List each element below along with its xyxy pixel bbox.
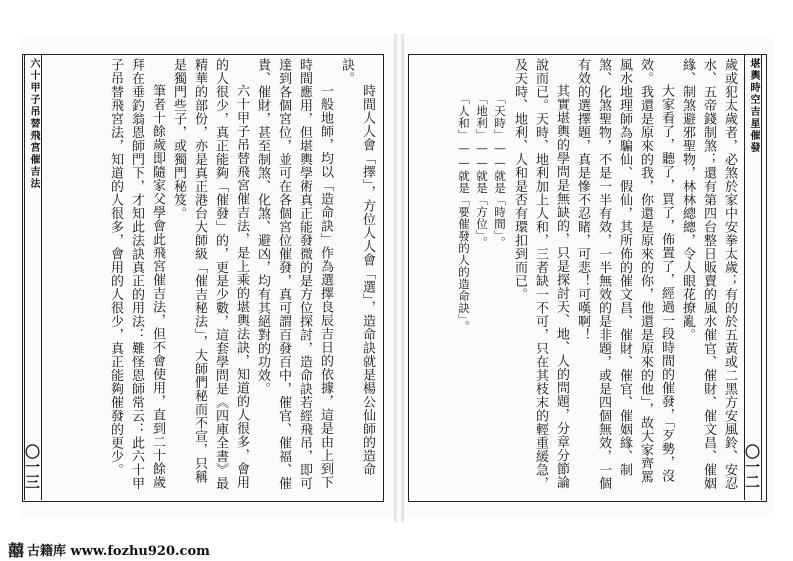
site-logo-icon: 囍	[8, 540, 25, 560]
paragraph: 時間人人會「擇」，方位人人會「選」，造命訣就是楊公仙師的造命訣。	[339, 58, 375, 476]
left-page	[20, 38, 394, 518]
watermark-text: 古籍库 www.fozhu920.com	[27, 543, 210, 559]
running-header: 六十甲子吊替飛宮催吉法	[28, 58, 39, 190]
book-gutter	[394, 34, 404, 522]
quote-line: 「天時」——就是「時間」。	[493, 92, 507, 248]
paragraph: 一般地師，均以「造命訣」作為選擇良辰吉日的依據，這是由上到下時間應用，但堪輿學術真正能發微的是方位探討，造命訣若經飛吊，即可達到各個宮位，並可在各個宮位催發，真可謂百發百中，催官、催福、催貴、催財，甚至制煞、化煞、避凶，均有其絕對的功效。	[255, 58, 333, 490]
quote-line: 「地利」——就是「方位」。	[475, 92, 489, 248]
paragraph: 歲或犯太歲者，必煞於家中安拳太歲；有的於五黃或二黑方安風鈴、安忍水、五帝錢制煞；還有第四台整日販賣的風水催官、催財、催文昌、催姻緣、制煞避邪聖物，林林總總，令人眼花撩亂。	[680, 58, 737, 490]
paragraph: 筆者十餘歲即隨家父學會此飛宮催吉法，但不會使用，直到二十餘歲拜在垂釣翁恩師門下，才知此法訣真正的用法：難怪恩師常云：此六十甲子吊替飛宮法，知道的人很多，會用的人很少，真正能夠催發的更少。	[108, 58, 165, 490]
page-number: 〇一二	[743, 444, 761, 489]
paragraph: 其實堪輿的學問是無缺的，只是探討天、地、人的問題，分章分節論說而已。天時、地利加上人和，三者缺一不可，只在其枝末的輕重緩急，及天時、地利、人和是否有環扣到而已。	[512, 58, 569, 490]
right-page	[404, 38, 774, 518]
page-number: 〇一三	[23, 444, 41, 489]
paragraph: 六十甲子吊替飛宮催吉法，是上乘的堪輿法訣，知道的人很多，會用的人很少，真正能夠「催發」的，更是少數，這套學問是《四庫全書》最精華的部份，亦是真正港台大師級「催吉秘法」，大師們秘而不宣，只稱是獨門些子，或獨門秘笈。	[171, 58, 249, 490]
watermark-footer	[0, 538, 793, 560]
paragraph: 大家看了，聽了，買了，佈置了，經過一段時間的催發，「歹勢，沒效。我還是原來的我，你還是原來的你，他還是原來的他」，故大家齊罵風水地理師為騙仙、假仙，其所佈的催文昌、催財、催官、催姻緣、制煞、化煞聖物，不是一半有效，一半無效的是非題，或是四個無效，一個有效的選擇題，真是慘不忍睹，可悲！可嘆啊！	[575, 58, 674, 490]
left-page-body	[46, 58, 378, 494]
running-header: 堪輿時空吉星催發	[748, 58, 759, 154]
right-page-body	[410, 58, 740, 494]
quote-line: 「人和」——就是「要催發的人的造命訣」。	[457, 92, 471, 332]
